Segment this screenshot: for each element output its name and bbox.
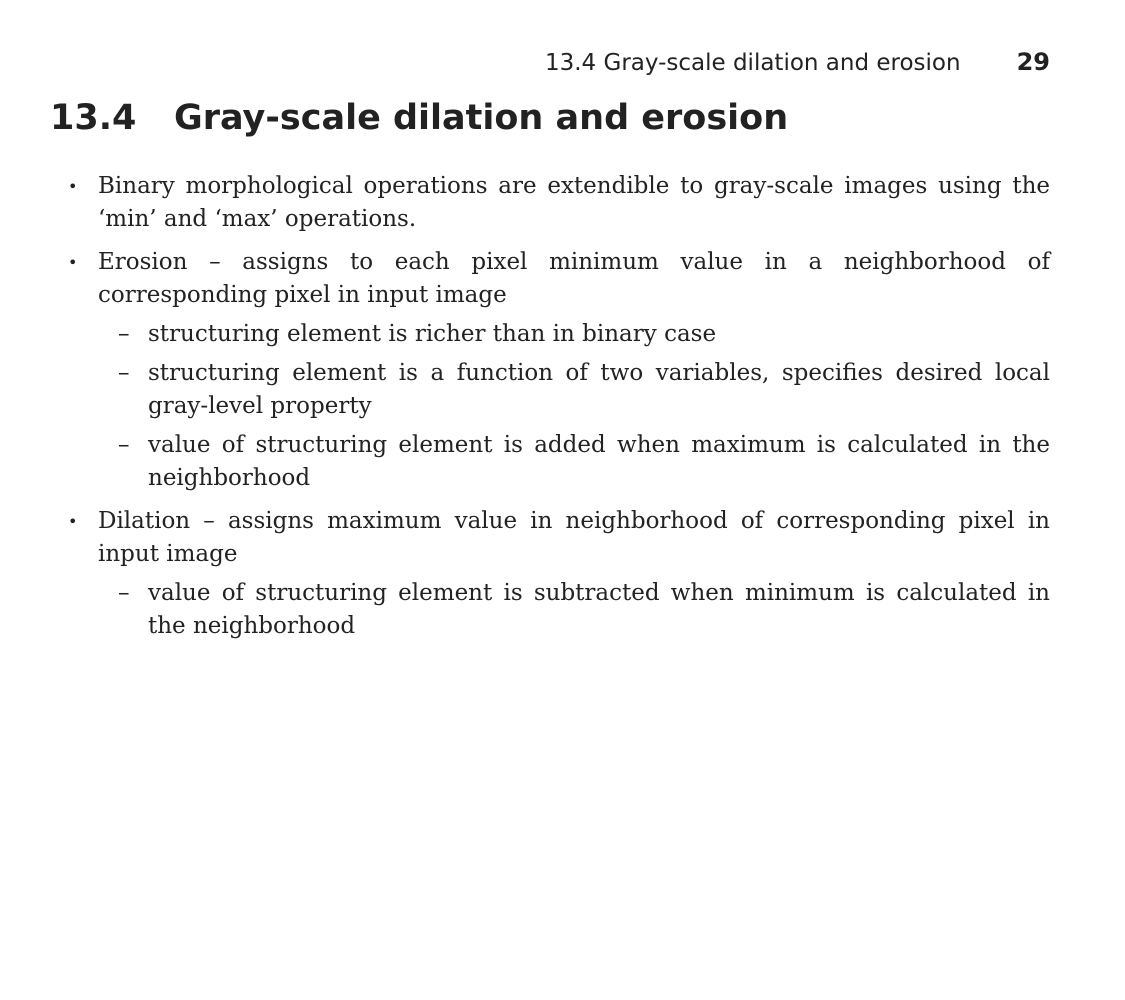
page-number: 29 (1016, 48, 1050, 76)
bullet-icon: • (68, 253, 78, 272)
section-title: Gray-scale dilation and erosion (174, 98, 789, 138)
sub-list (98, 318, 1050, 495)
section-number: 13.4 (50, 98, 137, 138)
sub-item-text: structuring element is richer than in binary case (148, 321, 717, 347)
sub-list-item (98, 318, 1050, 351)
bullet-text: Dilation – assigns maximum value in neighborhood of corresponding pixel in input image (98, 508, 1050, 567)
bullet-list (60, 170, 1050, 643)
sub-list (98, 577, 1050, 643)
bullet-icon: • (68, 177, 78, 196)
sub-list-item (98, 429, 1050, 495)
running-header (545, 48, 1050, 76)
sub-item-text: value of structuring element is added when maximum is calculated in the neighborhood (148, 432, 1050, 491)
running-header-title: 13.4 Gray-scale dilation and erosion (544, 50, 961, 76)
list-item (60, 246, 1050, 495)
sub-item-text: value of structuring element is subtracted when minimum is calculated in the neighborhood (148, 580, 1050, 639)
sub-list-item (98, 357, 1050, 423)
section-heading (50, 98, 788, 138)
bullet-icon: • (68, 512, 78, 531)
bullet-text: Erosion – assigns to each pixel minimum value in a neighborhood of corresponding pixel in input image (98, 249, 1050, 308)
dash-icon: – (118, 321, 130, 347)
sub-item-text: structuring element is a function of two variables, specifies desired local gray-level property (148, 360, 1050, 419)
bullet-text: Binary morphological operations are extendible to gray-scale images using the ‘min’ and ‘max’ operations. (98, 173, 1050, 232)
list-item (60, 505, 1050, 643)
dash-icon: – (118, 360, 130, 386)
sub-list-item (98, 577, 1050, 643)
list-item (60, 170, 1050, 236)
dash-icon: – (118, 432, 130, 458)
body-content (60, 170, 1050, 653)
dash-icon: – (118, 580, 130, 606)
